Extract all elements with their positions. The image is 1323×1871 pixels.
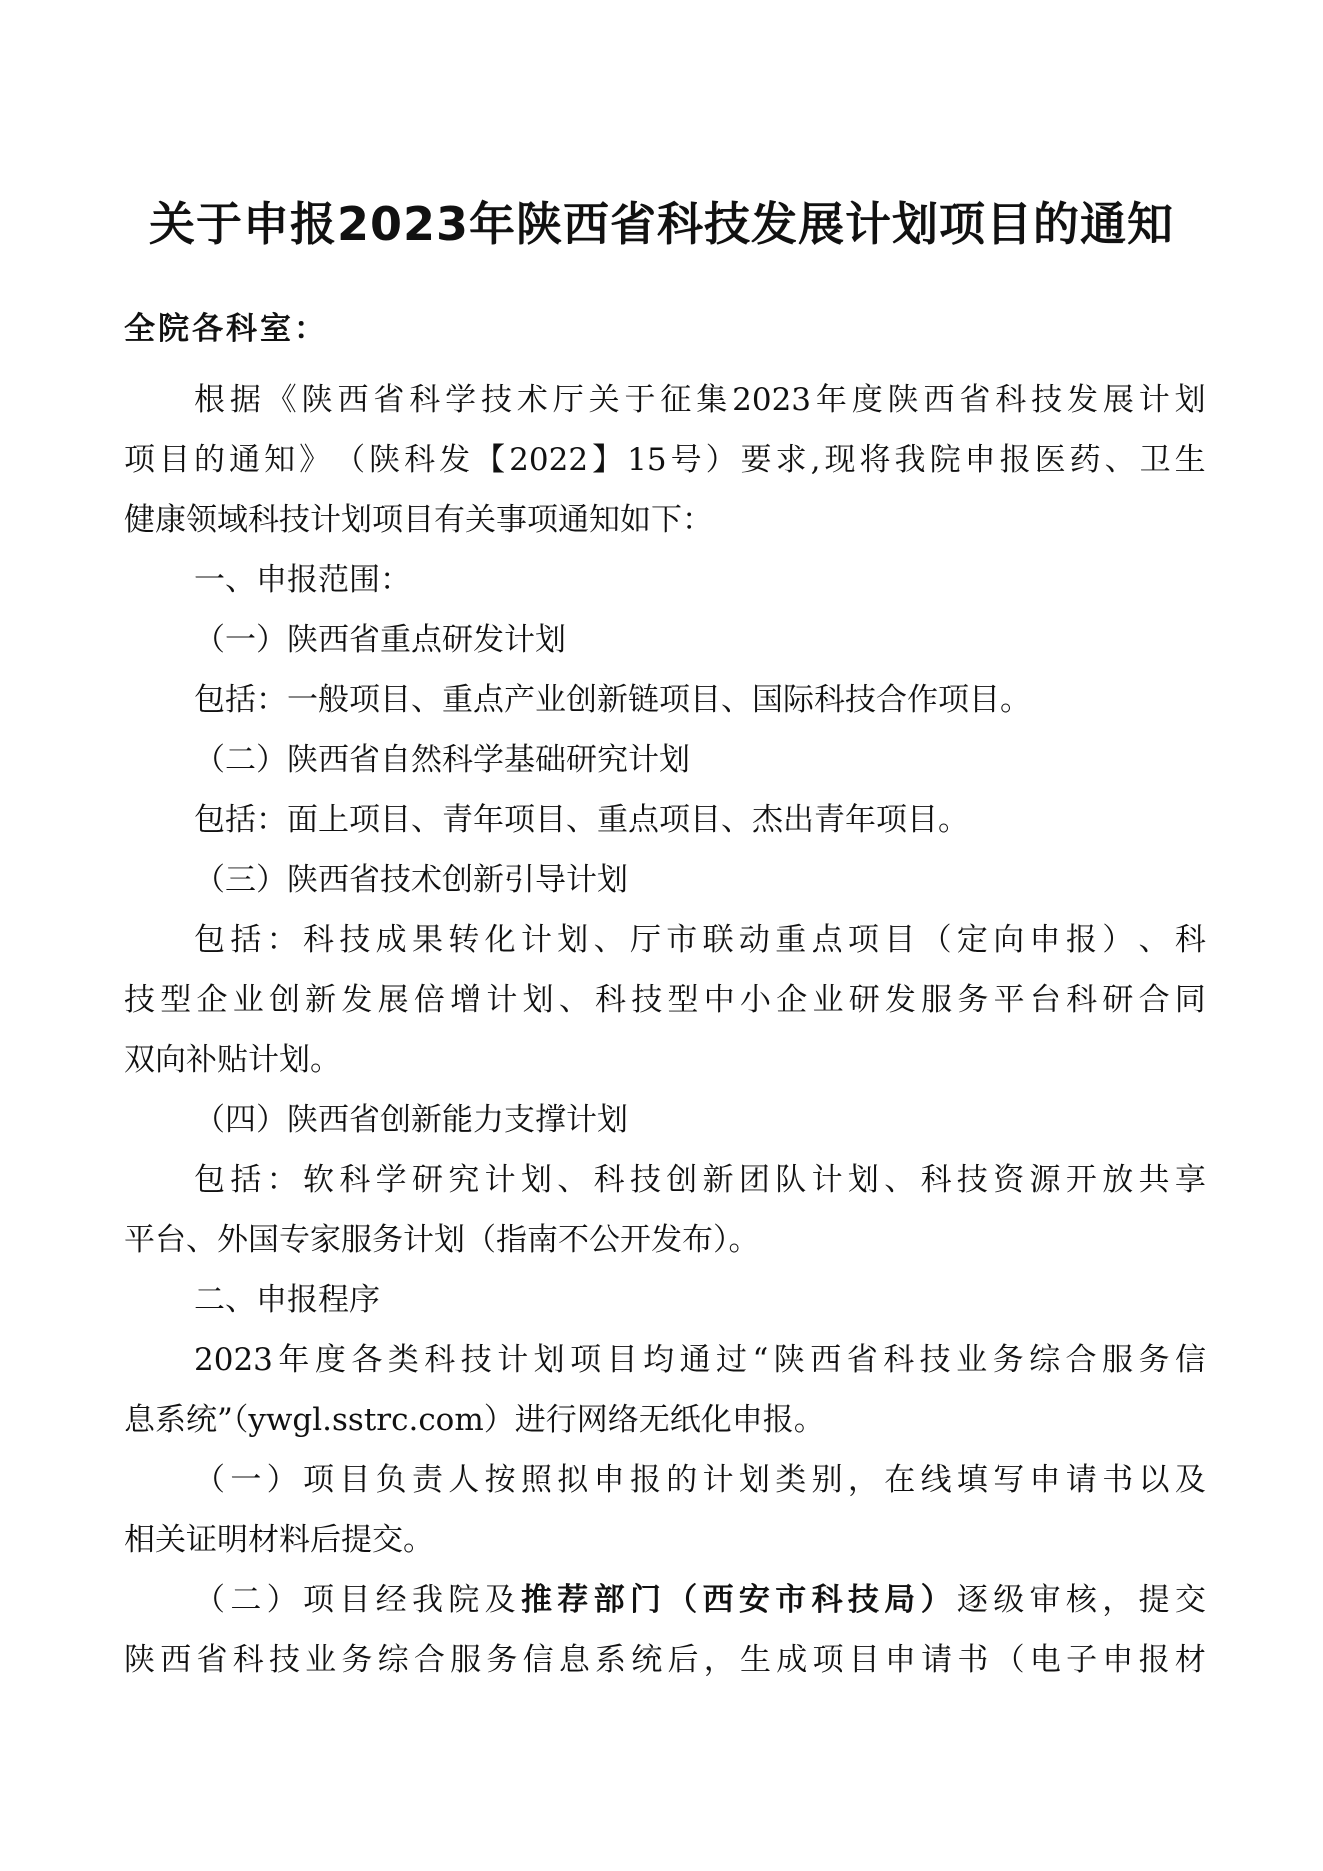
body-line: （三）陕西省技术创新引导计划 bbox=[194, 862, 628, 898]
body-line: （二）陕西省自然科学基础研究计划 bbox=[194, 742, 690, 778]
body-line: （一）陕西省重点研发计划 bbox=[194, 622, 566, 658]
document-body bbox=[124, 370, 1206, 1690]
body-line: 2023 年 度 各 类 科 技 计 划 项 目 均 通 过 “ 陕 西 省 科 技 业 务 综 合 服 务 信 bbox=[194, 1342, 1206, 1378]
body-line: 包括：一般项目、重点产业创新链项目、国际科技合作项目。 bbox=[194, 682, 1031, 718]
body-line: 根 据 《 陕 西 省 科 学 技 术 厅 关 于 征 集 2023 年 度 陕 西 省 科 技 发 展 计 划 bbox=[194, 382, 1206, 418]
body-line: 项 目 的 通 知 》 （ 陕 科 发 【 2022 】 15 号 ） 要 求 , 现 将 我 院 申 报 医 药 、 卫 生 bbox=[124, 442, 1206, 478]
body-line: 健康领域科技计划项目有关事项通知如下： bbox=[124, 502, 713, 538]
body-line: 陕 西 省 科 技 业 务 综 合 服 务 信 息 系 统 后 ， 生 成 项 目 申 请 书 （ 电 子 申 报 材 bbox=[124, 1642, 1206, 1678]
body-line: （ 二 ） 项 目 经 我 院 及 推 荐 部 门 （ 西 安 市 科 技 局 ） 逐 级 审 核 ， 提 交 bbox=[194, 1582, 1206, 1618]
body-line: 包括：面上项目、青年项目、重点项目、杰出青年项目。 bbox=[194, 802, 969, 838]
body-line: 相关证明材料后提交。 bbox=[124, 1522, 434, 1558]
body-line: 息系统”（ywgl.sstrc.com）进行网络无纸化申报。 bbox=[124, 1402, 825, 1438]
body-line: 二、申报程序 bbox=[194, 1282, 380, 1318]
body-line: 一、申报范围： bbox=[194, 562, 411, 598]
body-line: 双向补贴计划。 bbox=[124, 1042, 341, 1078]
body-line: （ 一 ） 项 目 负 责 人 按 照 拟 申 报 的 计 划 类 别 ， 在 线 填 写 申 请 书 以 及 bbox=[194, 1462, 1206, 1498]
salutation: 全院各科室： bbox=[124, 311, 328, 347]
body-line: 技 型 企 业 创 新 发 展 倍 增 计 划 、 科 技 型 中 小 企 业 研 发 服 务 平 台 科 研 合 同 bbox=[124, 982, 1206, 1018]
body-line: 平台、外国专家服务计划（指南不公开发布）。 bbox=[124, 1222, 760, 1258]
body-line: （四）陕西省创新能力支撑计划 bbox=[194, 1102, 628, 1138]
body-line: 包 括 ： 科 技 成 果 转 化 计 划 、 厅 市 联 动 重 点 项 目 （ 定 向 申 报 ） 、 科 bbox=[194, 922, 1206, 958]
document-title: 关于申报2023年陕西省科技发展计划项目的通知 bbox=[148, 197, 1175, 251]
body-line: 包 括 ： 软 科 学 研 究 计 划 、 科 技 创 新 团 队 计 划 、 科 技 资 源 开 放 共 享 bbox=[194, 1162, 1206, 1198]
